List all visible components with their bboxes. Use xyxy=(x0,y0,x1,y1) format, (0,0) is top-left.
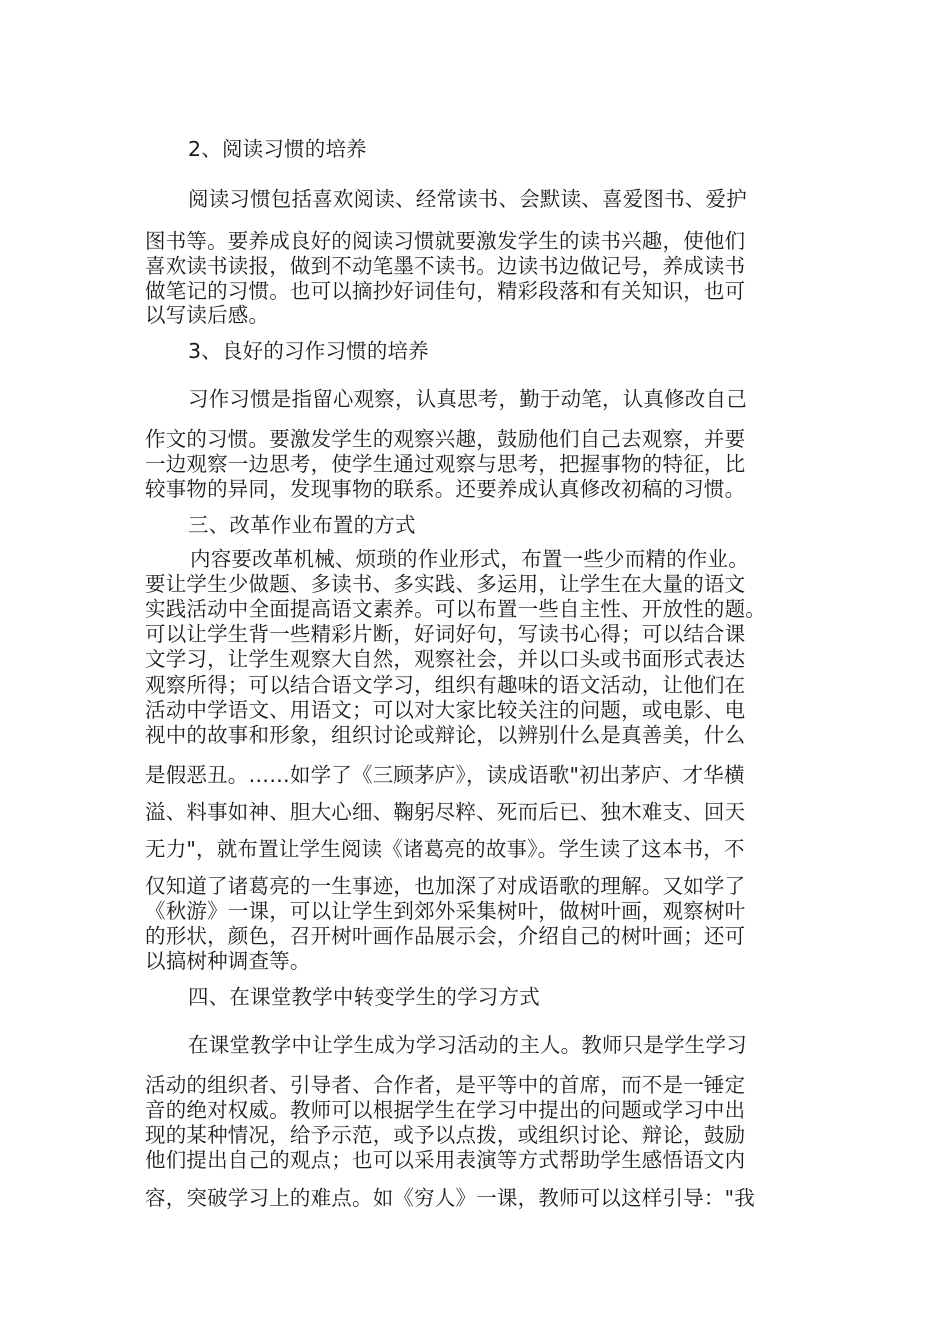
paragraph-line: 作文的习惯。要激发学生的观察兴趣，鼓励他们自己去观察，并要 xyxy=(145,427,746,451)
section-heading-reading-habit: 2、阅读习惯的培养 xyxy=(188,137,367,161)
paragraph-line: 喜欢读书读报，做到不动笔墨不读书。边读书边做记号，养成读书 xyxy=(145,254,746,278)
paragraph-line: 习作习惯是指留心观察，认真思考，勤于动笔，认真修改自己 xyxy=(188,387,747,411)
paragraph-line: 仅知道了诸葛亮的一生事迹，也加深了对成语歌的理解。又如学了 xyxy=(145,874,746,898)
paragraph-line: 在课堂教学中让学生成为学习活动的主人。教师只是学生学习 xyxy=(188,1033,747,1057)
paragraph-line: 较事物的异同，发现事物的联系。还要养成认真修改初稿的习惯。 xyxy=(145,477,746,501)
section-heading-learning-style: 四、在课堂教学中转变学生的学习方式 xyxy=(188,985,540,1009)
paragraph-line: 文学习，让学生观察大自然，观察社会，并以口头或书面形式表达 xyxy=(145,647,746,671)
paragraph-line: 观察所得；可以结合语文学习，组织有趣味的语文活动，让他们在 xyxy=(145,673,746,697)
paragraph-line: 《秋游》一课，可以让学生到郊外采集树叶，做树叶画，观察树叶 xyxy=(145,899,746,923)
section-heading-homework-reform: 三、改革作业布置的方式 xyxy=(188,513,416,537)
section-heading-writing-habit: 3、良好的习作习惯的培养 xyxy=(188,339,429,363)
paragraph-line: 图书等。要养成良好的阅读习惯就要激发学生的读书兴趣，使他们 xyxy=(145,229,746,253)
paragraph-line: 容，突破学习上的难点。如《穷人》一课，教师可以这样引导："我 xyxy=(145,1186,755,1210)
paragraph-line: 无力"，就布置让学生阅读《诸葛亮的故事》。学生读了这本书，不 xyxy=(145,837,745,861)
paragraph-line: 现的某种情况，给予示范，或予以点拨，或组织讨论、辩论，鼓励 xyxy=(145,1123,746,1147)
paragraph-line: 活动的组织者、引导者、合作者，是平等中的首席，而不是一锤定 xyxy=(145,1073,746,1097)
paragraph-line: 音的绝对权威。教师可以根据学生在学习中提出的问题或学习中出 xyxy=(145,1098,746,1122)
paragraph-line: 是假恶丑。……如学了《三顾茅庐》，读成语歌"初出茅庐、才华横 xyxy=(145,763,745,787)
paragraph-line: 以写读后感。 xyxy=(145,303,270,327)
paragraph-line: 内容要改革机械、烦琐的作业形式，布置一些少而精的作业。 xyxy=(190,547,749,571)
paragraph-line: 活动中学语文、用语文；可以对大家比较关注的问题，或电影、电 xyxy=(145,698,746,722)
paragraph-line: 的形状，颜色，召开树叶画作品展示会，介绍自己的树叶画；还可 xyxy=(145,924,746,948)
paragraph-line: 阅读习惯包括喜欢阅读、经常读书、会默读、喜爱图书、爱护 xyxy=(188,187,747,211)
paragraph-line: 一边观察一边思考，使学生通过观察与思考，把握事物的特征，比 xyxy=(145,452,746,476)
paragraph-line: 可以让学生背一些精彩片断，好词好句，写读书心得；可以结合课 xyxy=(145,622,746,646)
paragraph-line: 视中的故事和形象，组织讨论或辩论，以辨别什么是真善美，什么 xyxy=(145,723,746,747)
paragraph-line: 他们提出自己的观点；也可以采用表演等方式帮助学生感悟语文内 xyxy=(145,1148,746,1172)
paragraph-line: 以搞树种调查等。 xyxy=(145,949,311,973)
paragraph-line: 实践活动中全面提高语文素养。可以布置一些自主性、开放性的题。 xyxy=(145,597,766,621)
paragraph-line: 溢、料事如神、胆大心细、鞠躬尽粹、死而后已、独木难支、回天 xyxy=(145,800,746,824)
paragraph-line: 做笔记的习惯。也可以摘抄好词佳句，精彩段落和有关知识，也可 xyxy=(145,279,746,303)
paragraph-line: 要让学生少做题、多读书、多实践、多运用，让学生在大量的语文 xyxy=(145,572,746,596)
